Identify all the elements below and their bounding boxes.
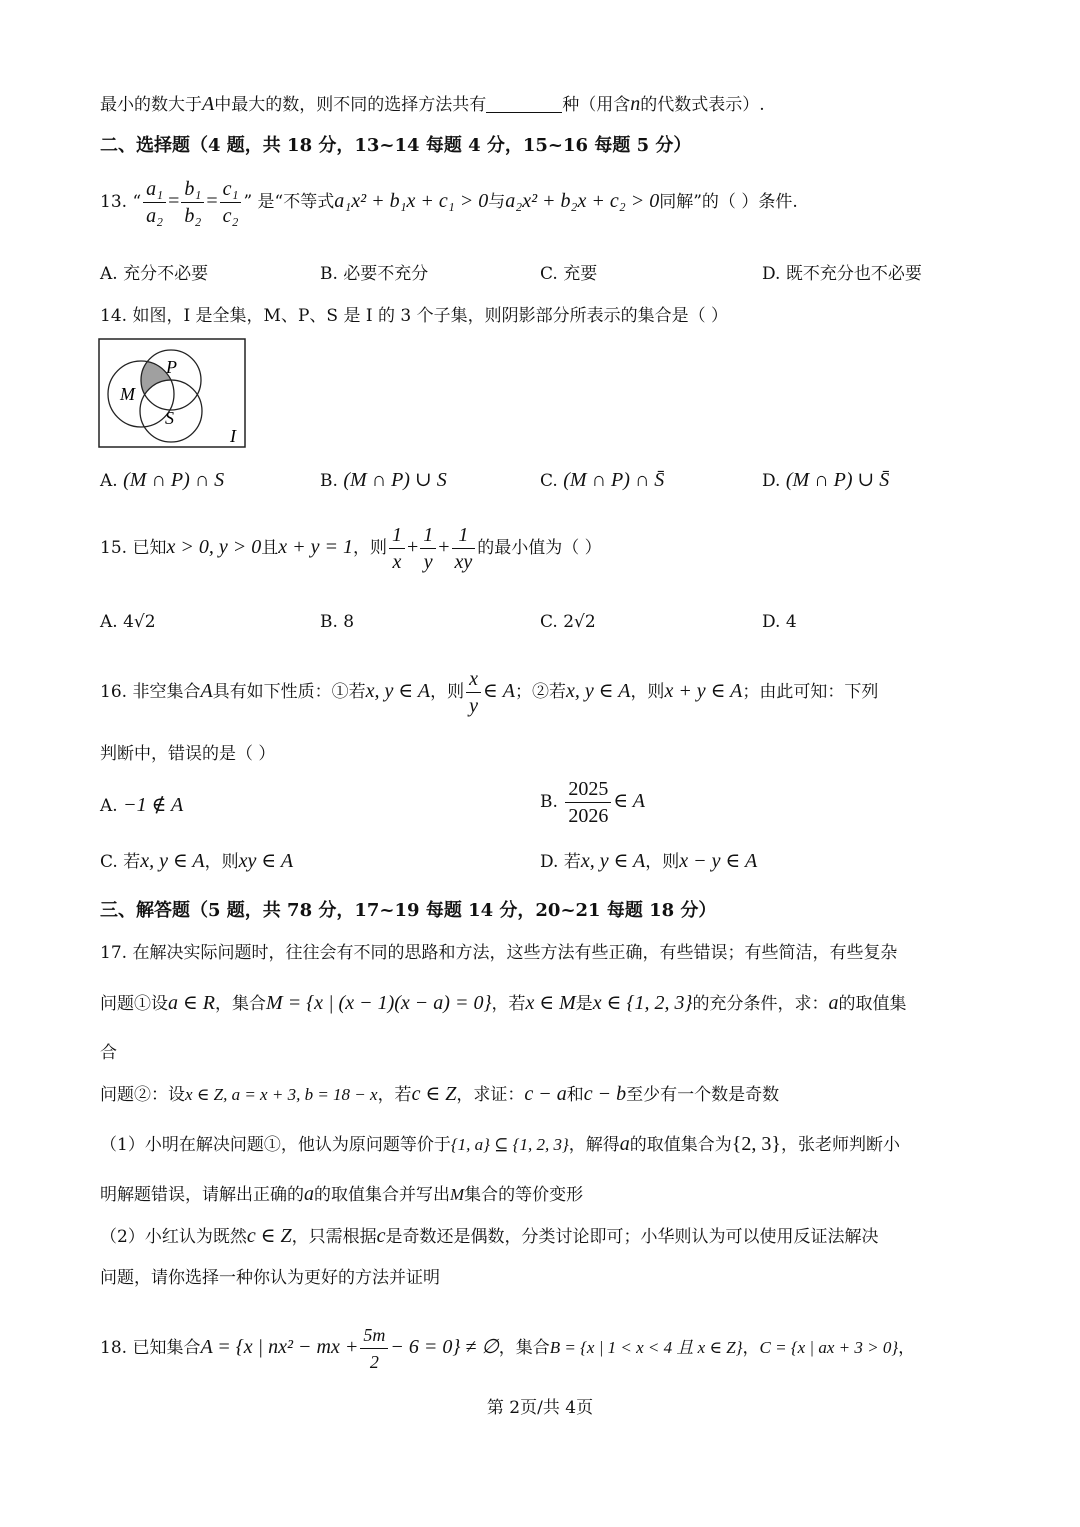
question-15: 15. 已知x > 0, y > 0且x + y = 1，则 $\frac{1}{x}$ + $\frac{1}{y}$ + $\frac{1}{xy}$ 的最小值为（ ） [100,524,602,573]
question-17-part-1: （1）小明在解决问题①，他认为原问题等价于{1, a} ⊆ {1, 2, 3}，解得a的取值集合为{2, 3}，张老师判断小 [100,1133,900,1155]
label-i: I [230,426,236,446]
q16-option-c[interactable]: C. 若x, y ∈ A，则xy ∈ A [100,850,294,872]
q12-continuation: 最小的数大于A中最大的数，则不同的选择方法共有 种（用含n的代数式表示）. [100,93,765,115]
question-13: 13. “ $\frac{\text{a₁}}{\text{a₂}}$ = $\frac{\text{b₁}}{\text{b₂}}$ = $\frac{\text{c₁}}{\text{c₂}}$ ” 是“不等式a₁x² + b₁x + c₁ > 0与a₂x² + b₂x + c₂ > 0同解”的（ ）条件. [100,178,798,227]
fraction-c: $\frac{\text{c₁}}{\text{c₂}}$ [220,176,242,229]
q16-option-d[interactable]: D. 若x, y ∈ A，则x − y ∈ A [540,850,758,872]
label-m: M [120,384,135,404]
question-17-part-2-line-2: 问题，请你选择一种你认为更好的方法并证明 [100,1268,440,1288]
question-16: 16. 非空集合A具有如下性质：①若x, y ∈ A，则 $\frac{x}{y}$ ∈ A；②若x, y ∈ A，则x + y ∈ A；由此可知：下列 [100,668,879,717]
question-17-line-1: 17. 在解决实际问题时，往往会有不同的思路和方法，这些方法有些正确，有些错误；有些简洁，有些复杂 [100,943,898,963]
question-17-part-2: （2）小红认为既然c ∈ Z，只需根据c是奇数还是偶数，分类讨论即可；小华则认为可以使用反证法解决 [100,1225,879,1247]
q14-option-d[interactable]: D. (M ∩ P) ∪ S̄ [762,469,890,491]
q15-option-b[interactable]: B. 8 [320,612,355,632]
q13-option-c[interactable]: C. 充要 [540,264,598,284]
q16-option-b[interactable]: B. $\frac{2025}{2026}$ ∈ A [540,778,645,827]
q13-option-a[interactable]: A. 充分不必要 [100,264,209,284]
q15-option-d[interactable]: D. 4 [762,612,797,632]
question-17-part-1-line-2: 明解题错误，请解出正确的a的取值集合并写出M集合的等价变形 [100,1183,584,1205]
q15-option-c[interactable]: C. 2√2 [540,612,596,632]
question-17-line-3: 合 [100,1043,117,1063]
page-footer: 第 2页/共 4页 [486,1398,594,1418]
section-2-heading: 二、选择题（4 题，共 18 分，13~14 每题 4 分，15~16 每题 5 分） [100,135,692,156]
label-s: S [165,408,174,428]
venn-diagram [98,338,246,448]
question-17-problem-2: 问题②：设x ∈ Z, a = x + 3, b = 18 − x，若c ∈ Z，求证：c − a和c − b至少有一个数是奇数 [100,1083,780,1105]
fraction-b: $\frac{\text{b₁}}{\text{b₂}}$ [181,176,204,229]
q14-option-a[interactable]: A. (M ∩ P) ∩ S [100,469,225,491]
question-16-line-2: 判断中，错误的是（ ） [100,744,276,764]
fraction-a: $\frac{\text{a₁}}{\text{a₂}}$ [143,176,166,229]
q15-option-a[interactable]: A. 4√2 [100,612,156,632]
section-3-heading: 三、解答题（5 题，共 78 分，17~19 每题 14 分，20~21 每题 18 分） [100,900,717,921]
question-17-line-2: 问题①设a ∈ R，集合M = {x | (x − 1)(x − a) = 0}，若x ∈ M是x ∈ {1, 2, 3}的充分条件，求：a的取值集 [100,992,907,1014]
label-p: P [166,357,177,377]
q13-option-d[interactable]: D. 既不充分也不必要 [762,264,922,284]
q16-option-a[interactable]: A. −1 ∉ A [100,794,184,816]
q14-option-b[interactable]: B. (M ∩ P) ∪ S [320,469,447,491]
q13-option-b[interactable]: B. 必要不充分 [320,264,429,284]
question-18: 18. 已知集合A = {x | nx² − mx + $\frac{5m}{2}$ − 6 = 0} ≠ ∅，集合B = {x | 1 < x < 4 且 x ∈ Z}，C = {x | ax + 3 > 0}， [100,1322,915,1375]
question-14: 14. 如图，I 是全集，M、P、S 是 I 的 3 个子集，则阴影部分所表示的集合是（ ） [100,306,729,326]
q14-option-c[interactable]: C. (M ∩ P) ∩ S̄ [540,469,665,491]
answer-blank[interactable] [486,94,562,113]
